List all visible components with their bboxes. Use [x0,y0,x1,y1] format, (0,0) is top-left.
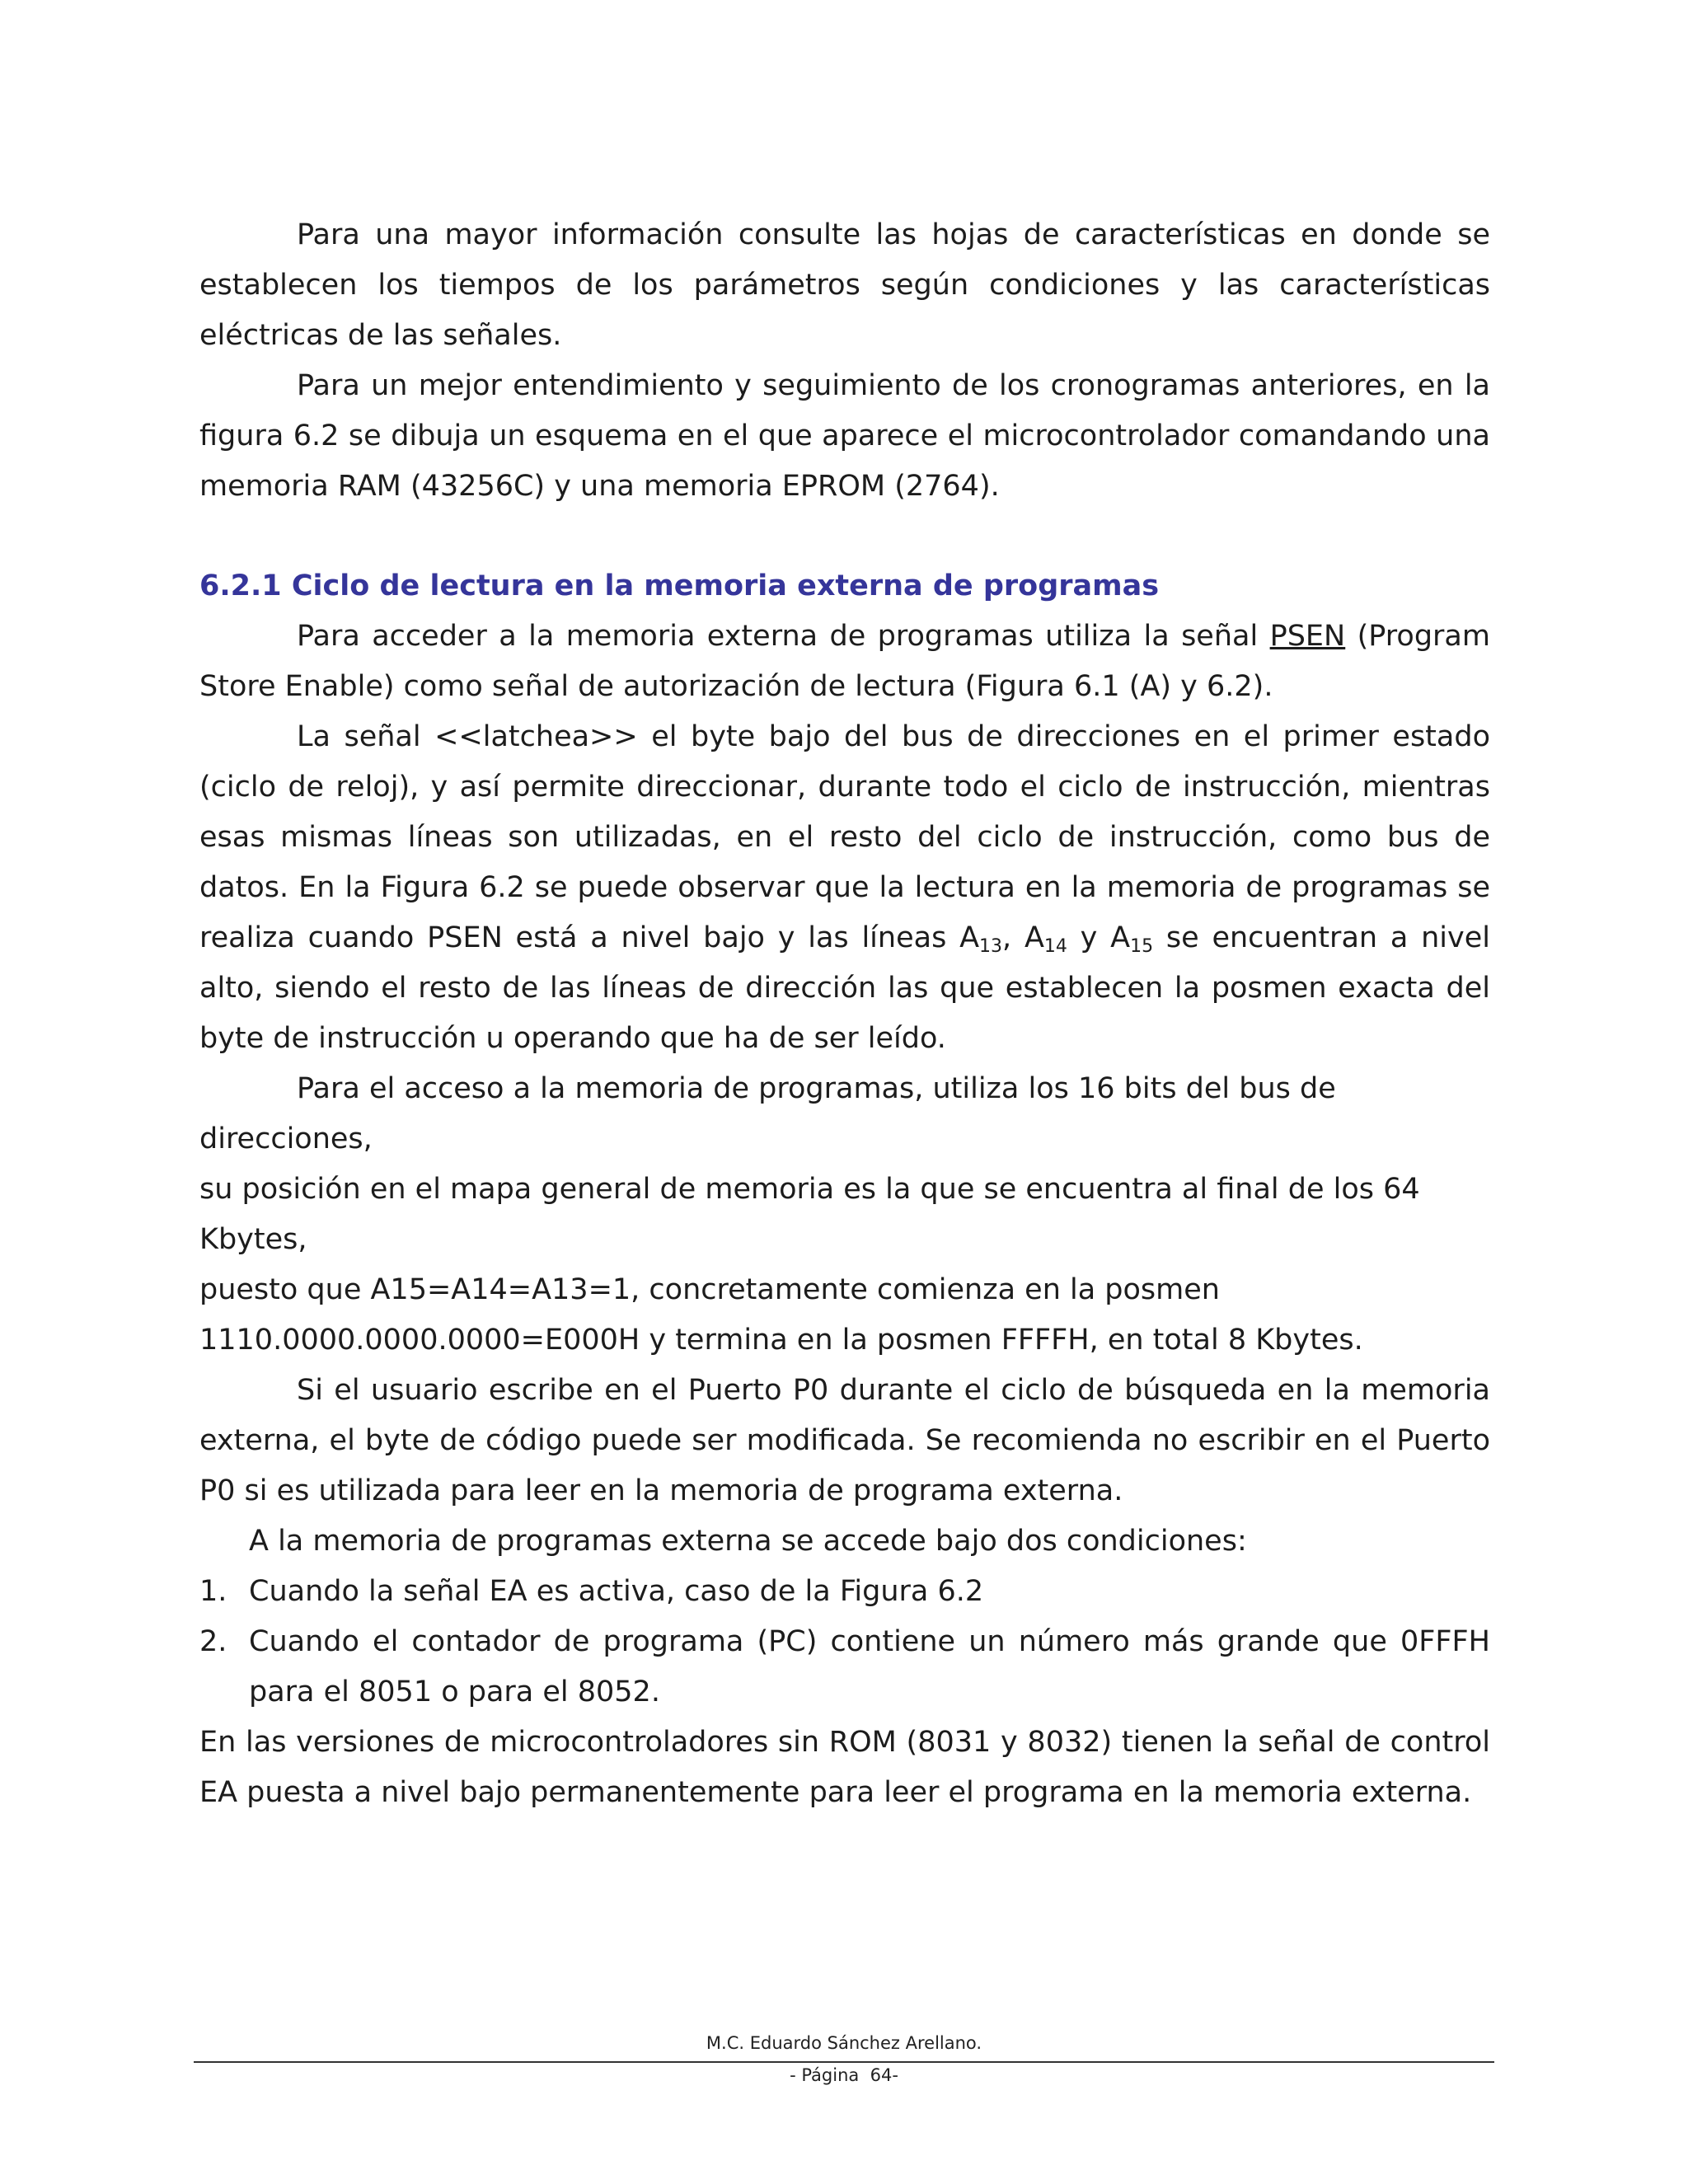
paragraph-4-sep-1: , A [1002,921,1044,954]
list-item-number: 2. [199,1625,227,1658]
paragraph-8: En las versiones de microcontroladores sin ROM (8031 y 8032) tienen la señal de control EA puesta a nivel bajo permanentemente para leer el programa en la memoria externa. [199,1726,1490,1809]
list-item-text: Cuando la señal EA es activa, caso de la Figura 6.2 [249,1575,984,1608]
list-item-number: 1. [199,1575,227,1608]
section-heading: 6.2.1 Ciclo de lectura en la memoria externa de programas [199,569,1160,602]
section-spacer [199,512,1490,561]
list-item [199,1617,1490,1718]
paragraph-2: Para un mejor entendimiento y seguimiento de los cronogramas anteriores, en la figura 6.2 se dibuja un esquema en el que aparece el microcontrolador comandando una memoria RAM (43256C) y una memoria EPROM (2764). [199,369,1490,503]
paragraph-4-sep-2: y A [1067,921,1131,954]
paragraph-5 [199,1064,1490,1366]
paragraph-3-text-a: Para acceder a la memoria externa de programas utiliza la señal [297,620,1270,653]
paragraph-5-line-1: Para el acceso a la memoria de programas, utiliza los 16 bits del bus de direcciones, [199,1072,1336,1155]
paragraph-7: A la memoria de programas externa se accede bajo dos condiciones: [249,1525,1247,1558]
paragraph-4-text-b: se encuentran a nivel alto, siendo el resto de las líneas de dirección las que establecen la posmen exacta del byte de instrucción u operando que ha de ser leído. [199,921,1490,1055]
document-body [199,210,1490,1818]
list-item-text: Cuando el contador de programa (PC) contiene un número más grande que 0FFFH para el 8051 o para el 8052. [249,1625,1490,1708]
page-footer [194,2032,1494,2086]
footer-author: M.C. Eduardo Sánchez Arellano. [706,2033,982,2053]
paragraph-4 [199,712,1490,1064]
page-number: - Página 64- [790,2065,898,2085]
conditions-list [199,1567,1490,1718]
footer-divider [194,2061,1494,2063]
subscript-13: 13 [979,936,1003,957]
paragraph-3-text-b: (Program Store Enable) como señal de autorización de lectura (Figura 6.1 (A) y 6.2). [199,620,1490,703]
paragraph-6: Si el usuario escribe en el Puerto P0 durante el ciclo de búsqueda en la memoria externa, el byte de código puede ser modificada. Se recomienda no escribir en el Puerto P0 si es utilizada para leer en la memoria de programa externa. [199,1374,1490,1507]
paragraph-5-line-3: puesto que A15=A14=A13=1, concretamente comienza en la posmen [199,1273,1220,1306]
paragraph-4-text-a: La señal <<latchea>> el byte bajo del bus de direcciones en el primer estado (ciclo de reloj), y así permite direccionar, durante todo el ciclo de instrucción, mientras esas mismas líneas son utilizadas, en el resto del ciclo de instrucción, como bus de datos. En la Figura 6.2 se puede observar que la lectura en la memoria de programas se realiza cuando PSEN está a nivel bajo y las líneas A [199,720,1490,954]
paragraph-1: Para una mayor información consulte las hojas de características en donde se establecen los tiempos de los parámetros según condiciones y las características eléctricas de las señales. [199,218,1490,352]
list-item [199,1567,1490,1617]
paragraph-5-line-4: 1110.0000.0000.0000=E000H y termina en la posmen FFFFH, en total 8 Kbytes. [199,1324,1363,1357]
psen-signal-label: PSEN [1269,620,1346,653]
paragraph-3 [199,612,1490,712]
paragraph-5-line-2: su posición en el mapa general de memoria es la que se encuentra al final de los 64 Kbytes, [199,1173,1420,1256]
subscript-14: 14 [1043,936,1067,957]
subscript-15: 15 [1130,936,1154,957]
